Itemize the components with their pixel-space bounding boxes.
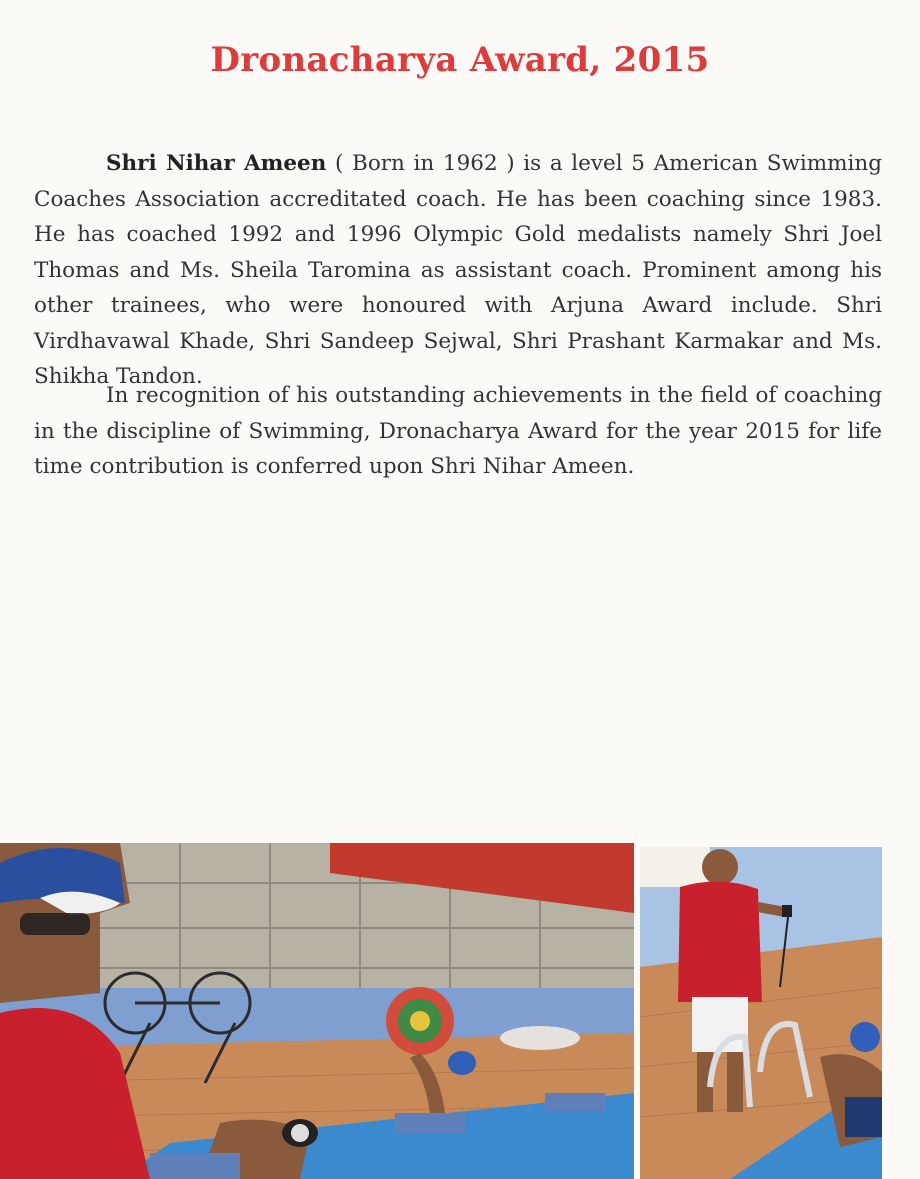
awardee-name: Shri Nihar Ameen (106, 151, 327, 176)
coach-pool-photo-illustration (0, 843, 634, 1179)
citation-paragraph (34, 378, 882, 485)
coach-ladder-photo (640, 847, 882, 1179)
biography-paragraph (34, 146, 882, 395)
biography-text: ( Born in 1962 ) is a level 5 American Swimming Coaches Association accreditated coach. He has been coaching since 1983. He has coached 1992 and 1996 Olympic Gold medalists namely Shri Joel Thomas and Ms. Sheila Taromina as assistant coach. Prominent among his other trainees, who were honoured with Arjuna Award include. Shri Virdhavawal Khade, Shri Sandeep Sejwal, Shri Prashant Karmakar and Ms. Shikha Tandon. (34, 151, 882, 389)
citation-text: In recognition of his outstanding achievements in the field of coaching in the discipline of Swimming, Dronacharya Award for the year 2015 for life time contribution is conferred upon Shri Nihar Ameen. (34, 383, 882, 479)
page-title: Dronacharya Award, 2015 (210, 40, 710, 80)
coach-pool-photo (0, 843, 634, 1179)
coach-ladder-photo-illustration (640, 847, 882, 1179)
